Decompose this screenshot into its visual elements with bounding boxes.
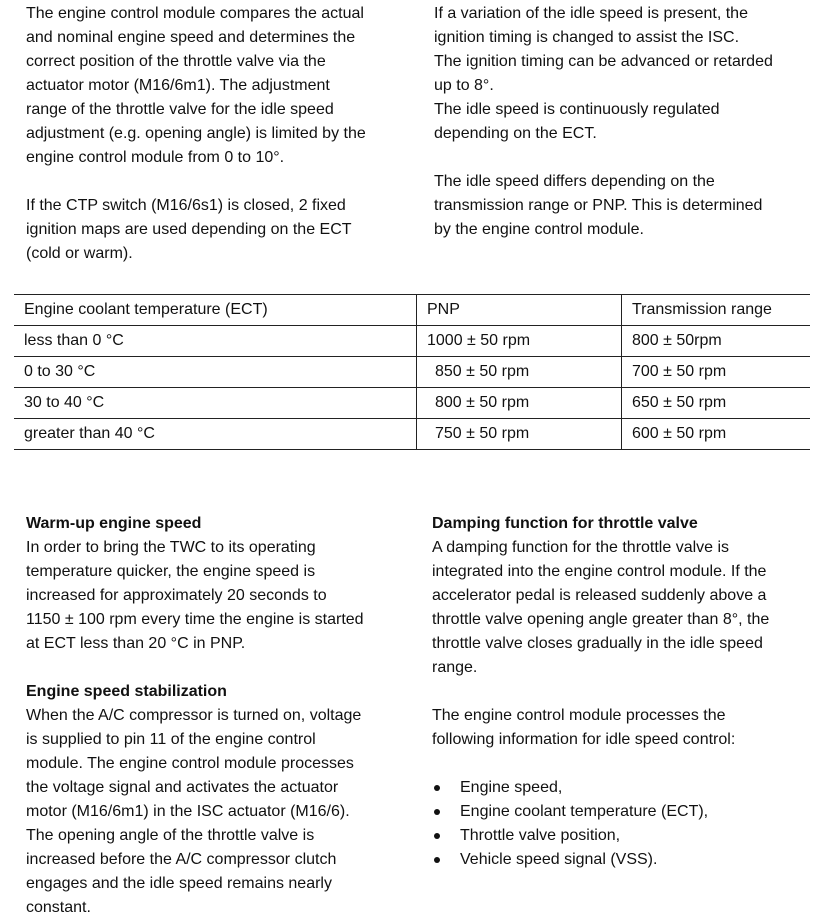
table-cell: 700 ± 50 rpm xyxy=(622,357,811,388)
text-line: In order to bring the TWC to its operating xyxy=(26,539,316,556)
text-line: and nominal engine speed and determines the xyxy=(26,29,356,46)
text-line: is supplied to pin 11 of the engine control xyxy=(26,731,316,748)
list-item xyxy=(432,800,817,824)
text-line: the voltage signal and activates the actuator xyxy=(26,779,339,796)
table-cell: 650 ± 50 rpm xyxy=(622,388,811,419)
bottom-right-column xyxy=(432,512,817,872)
text-line: constant. xyxy=(26,899,91,916)
text-line: throttle valve opening angle greater than 8°, the xyxy=(432,611,770,628)
table-row xyxy=(14,388,810,419)
text-line: A damping function for the throttle valve is xyxy=(432,539,730,556)
text-line: engages and the idle speed remains nearly xyxy=(26,875,332,892)
text-line: increased for approximately 20 seconds to xyxy=(26,587,327,604)
section-heading-damping: Damping function for throttle valve xyxy=(432,515,698,532)
list-item xyxy=(432,848,817,872)
section-heading-stabilization: Engine speed stabilization xyxy=(26,683,227,700)
text-line: When the A/C compressor is turned on, voltage xyxy=(26,707,362,724)
text-line: range of the throttle valve for the idle speed xyxy=(26,101,334,118)
top-left-column xyxy=(26,2,411,266)
table-cell: 850 ± 50 rpm xyxy=(417,357,622,388)
text-line: up to 8°. xyxy=(434,77,494,94)
section-heading-warm-up: Warm-up engine speed xyxy=(26,515,202,532)
text-line: depending on the ECT. xyxy=(434,125,597,142)
text-line: accelerator pedal is released suddenly above a xyxy=(432,587,767,604)
header-ect: Engine coolant temperature (ECT) xyxy=(14,295,417,326)
table-row xyxy=(14,326,810,357)
text-line: The ignition timing can be advanced or retarded xyxy=(434,53,773,70)
bullet-icon xyxy=(434,785,440,791)
idle-speed-table xyxy=(14,294,810,450)
text-line: The idle speed differs depending on the xyxy=(434,173,715,190)
table-cell: 600 ± 50 rpm xyxy=(622,419,811,450)
text-line: engine control module from 0 to 10°. xyxy=(26,149,285,166)
text-line: The engine control module compares the actual xyxy=(26,5,364,22)
top-right-column xyxy=(434,2,819,242)
bottom-left-column xyxy=(26,512,411,920)
table-cell: 30 to 40 °C xyxy=(14,388,417,419)
list-item-text: Engine coolant temperature (ECT), xyxy=(460,803,709,820)
table-row xyxy=(14,419,810,450)
text-line: at ECT less than 20 °C in PNP. xyxy=(26,635,246,652)
text-line: correct position of the throttle valve via the xyxy=(26,53,326,70)
text-line: transmission range or PNP. This is determined xyxy=(434,197,763,214)
header-pnp: PNP xyxy=(417,295,622,326)
header-transmission-range: Transmission range xyxy=(622,295,811,326)
text-line: 1150 ± 100 rpm every time the engine is started xyxy=(26,611,364,628)
table-header-row xyxy=(14,295,810,326)
text-line: motor (M16/6m1) in the ISC actuator (M16/6). xyxy=(26,803,350,820)
text-line: temperature quicker, the engine speed is xyxy=(26,563,316,580)
text-line: (cold or warm). xyxy=(26,245,133,262)
text-line: ignition maps are used depending on the ECT xyxy=(26,221,352,238)
text-line: throttle valve closes gradually in the idle speed xyxy=(432,635,763,652)
text-line: by the engine control module. xyxy=(434,221,644,238)
list-item-text: Throttle valve position, xyxy=(460,827,621,844)
list-item xyxy=(432,824,817,848)
text-line: integrated into the engine control module. If the xyxy=(432,563,767,580)
info-list xyxy=(432,776,817,872)
text-line: increased before the A/C compressor clutch xyxy=(26,851,337,868)
text-line: The opening angle of the throttle valve is xyxy=(26,827,315,844)
text-line: following information for idle speed control: xyxy=(432,731,736,748)
list-item xyxy=(432,776,817,800)
bullet-icon xyxy=(434,857,440,863)
text-line: range. xyxy=(432,659,478,676)
text-line: The idle speed is continuously regulated xyxy=(434,101,720,118)
text-line: If the CTP switch (M16/6s1) is closed, 2 fixed xyxy=(26,197,346,214)
text-line: module. The engine control module processes xyxy=(26,755,354,772)
text-line: actuator motor (M16/6m1). The adjustment xyxy=(26,77,330,94)
table-cell: 0 to 30 °C xyxy=(14,357,417,388)
table-cell: 750 ± 50 rpm xyxy=(417,419,622,450)
text-line: The engine control module processes the xyxy=(432,707,726,724)
table-cell: less than 0 °C xyxy=(14,326,417,357)
text-line: adjustment (e.g. opening angle) is limited by the xyxy=(26,125,366,142)
table-cell: greater than 40 °C xyxy=(14,419,417,450)
text-line: If a variation of the idle speed is present, the xyxy=(434,5,748,22)
list-item-text: Vehicle speed signal (VSS). xyxy=(460,851,658,868)
bullet-icon xyxy=(434,833,440,839)
text-line: ignition timing is changed to assist the ISC. xyxy=(434,29,740,46)
bullet-icon xyxy=(434,809,440,815)
list-item-text: Engine speed, xyxy=(460,779,563,796)
table-cell: 1000 ± 50 rpm xyxy=(417,326,622,357)
table-cell: 800 ± 50 rpm xyxy=(417,388,622,419)
table-row xyxy=(14,357,810,388)
table-cell: 800 ± 50rpm xyxy=(622,326,811,357)
